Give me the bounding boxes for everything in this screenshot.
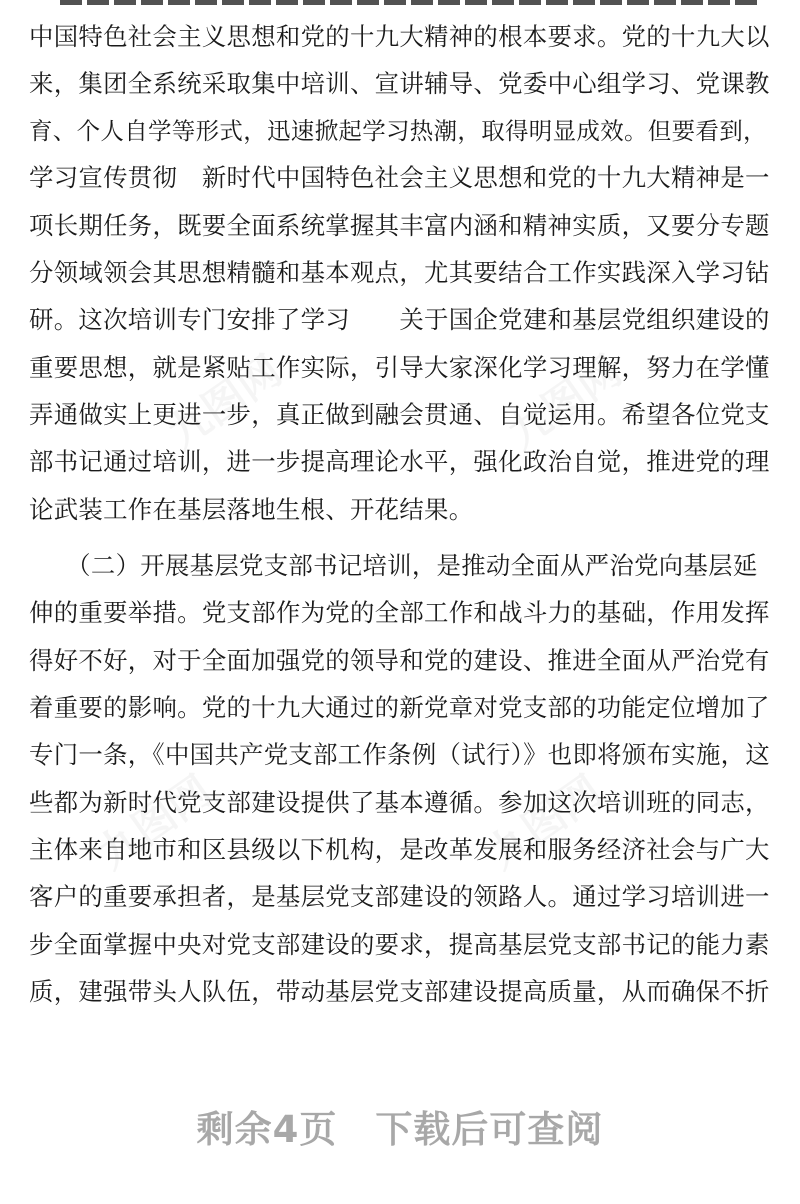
text-line: 得好不好，对于全面加强党的领导和党的建设、推进全面从严治党有 [29,646,770,675]
text-line: 分领域领会其思想精髓和基本观点，尤其要结合工作实践深入学习钻 [29,258,770,287]
watermark: 九图网 [158,345,291,459]
text-line: （二）开展基层党支部书记培训，是推动全面从严治党向基层延 [29,551,758,580]
text-line: 客户的重要承担者，是基层党支部建设的领路人。通过学习培训进一 [29,882,770,911]
text-line: 质，建强带头人队伍，带动基层党支部建设提高质量，从而确保不折 [29,977,770,1006]
text-line: 论武装工作在基层落地生根、开花结果。 [29,495,474,524]
text-line: 些都为新时代党支部建设提供了基本遵循。参加这次培训班的同志， [29,788,770,817]
text-line: 部书记通过培训，进一步提高理论水平，强化政治自觉，推进党的理 [29,447,770,476]
text-line: 来，集团全系统采取集中培训、宣讲辅导、党委中心组学习、党课教 [29,69,770,98]
text-line: 着重要的影响。党的十九大通过的新党章对党支部的功能定位增加了 [29,693,770,722]
text-line: 育、个人自学等形式，迅速掀起学习热潮，取得明显成效。但要看到， [29,117,767,145]
text-line: 研。这次培训专门安排了学习 关于国企党建和基层党组织建设的 [29,305,770,334]
text-line: 中国特色社会主义思想和党的十九大精神的根本要求。党的十九大以 [29,22,770,51]
text-line: 项长期任务，既要全面系统掌握其丰富内涵和精神实质，又要分专题 [29,211,770,240]
text-line: 专门一条，《中国共产党支部工作条例（试行）》也即将颁布实施，这 [29,740,771,769]
text-line: 步全面掌握中央对党支部建设的要求，提高基层党支部书记的能力素 [29,930,770,959]
text-line: 重要思想，就是紧贴工作实际，引导大家深化学习理解，努力在学懂 [29,353,770,382]
watermark: 九图网 [478,765,611,879]
text-line: 主体来自地市和区县级以下机构，是改革发展和服务经济社会与广大 [29,835,770,864]
text-line: 学习宣传贯彻 新时代中国特色社会主义思想和党的十九大精神是一 [29,163,770,192]
text-line: 伸的重要举措。党支部作为党的全部工作和战斗力的基础，作用发挥 [29,598,770,627]
remaining-pages-banner[interactable]: 剩余4页 下载后可查阅 [196,1108,604,1151]
watermark: 九图网 [498,345,631,459]
previous-line-cut-off [0,0,800,8]
watermark: 九图网 [88,765,221,879]
text-line: 弄通做实上更进一步，真正做到融会贯通、自觉运用。希望各位党支 [29,400,770,429]
